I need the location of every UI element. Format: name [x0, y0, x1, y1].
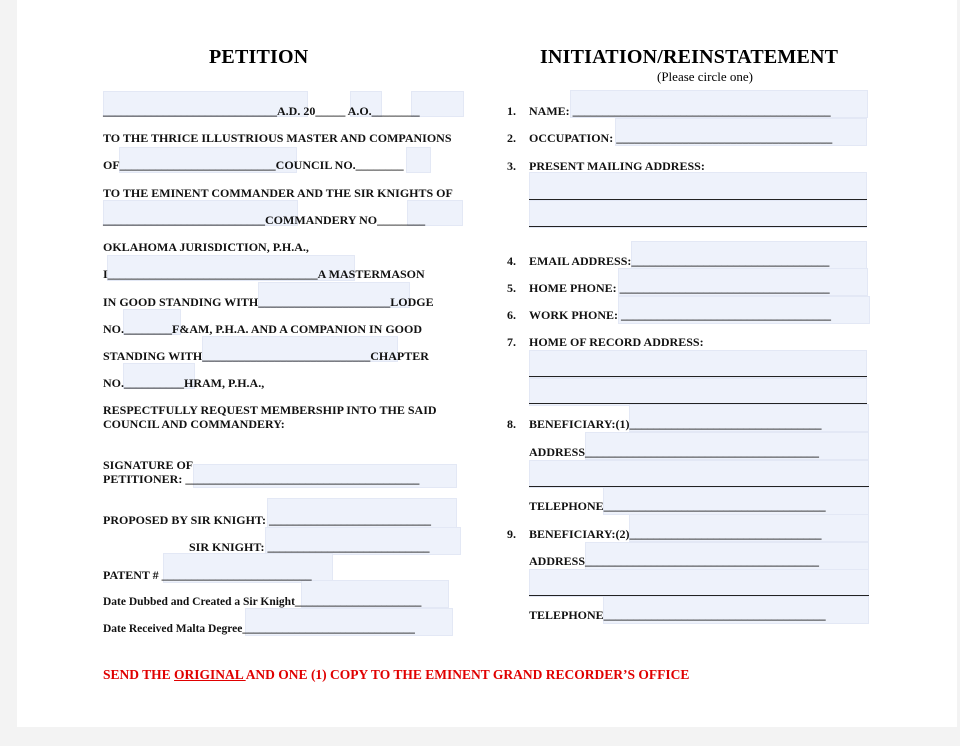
home-of-record-label: HOME OF RECORD ADDRESS: [529, 335, 704, 349]
item-5-num: 5. [507, 281, 516, 295]
request-line-1: RESPECTFULLY REQUEST MEMBERSHIP INTO THE SAID [103, 403, 437, 417]
occupation-line: OCCUPATION: ____________________________________ [529, 131, 833, 145]
council-line: OF__________________________COUNCIL NO.________ [103, 158, 404, 172]
petition-title: PETITION [209, 46, 309, 68]
mailing-address-field-2[interactable] [529, 200, 867, 228]
commandery-line: ___________________________COMMANDERY NO________ [103, 213, 426, 227]
initiation-subtitle: (Please circle one) [657, 69, 754, 84]
lodge-line: IN GOOD STANDING WITH______________________LODGE [103, 295, 434, 309]
patent-line: PATENT # _________________________ [103, 568, 312, 582]
petitioner-line: I___________________________________A MASTERMASON [103, 267, 425, 281]
council-salutation: TO THE THRICE ILLUSTRIOUS MASTER AND COMPANIONS [103, 131, 452, 145]
work-phone-line: WORK PHONE: ___________________________________ [529, 308, 831, 322]
item-8-num: 8. [507, 417, 516, 431]
jurisdiction-line: OKLAHOMA JURISDICTION, P.H.A., [103, 240, 309, 254]
signature-label-2: PETITIONER: _______________________________________ [103, 472, 420, 486]
home-phone-line: HOME PHONE: ___________________________________ [529, 281, 830, 295]
chapter-line: STANDING WITH____________________________CHAPTER [103, 349, 429, 363]
lodge-no-line: NO.________F&AM, P.H.A. AND A COMPANION IN GOOD [103, 322, 422, 336]
chapter-no-line: NO.__________HRAM, P.H.A., [103, 376, 265, 390]
beneficiary-1-telephone-line: TELEPHONE_____________________________________ [529, 499, 826, 513]
request-line-2: COUNCIL AND COMMANDERY: [103, 417, 285, 431]
beneficiary-1-address-field-2[interactable] [529, 460, 869, 488]
commandery-salutation: TO THE EMINENT COMMANDER AND THE SIR KNIGHTS OF [103, 186, 453, 200]
beneficiary-2-address-line: ADDRESS_______________________________________ [529, 554, 820, 568]
item-9-num: 9. [507, 527, 516, 541]
mailing-address-rule-1 [529, 199, 867, 200]
date-malta-line: Date Received Malta Degree______________________________ [103, 623, 415, 635]
footer-pre: SEND THE [103, 667, 175, 682]
proposed-by-line: PROPOSED BY SIR KNIGHT: ___________________________ [103, 513, 432, 527]
home-of-record-field-1[interactable] [529, 350, 867, 378]
form-page [17, 0, 957, 727]
second-sir-knight-line: SIR KNIGHT: ___________________________ [189, 540, 430, 554]
initiation-title: INITIATION/REINSTATEMENT [540, 46, 839, 68]
mailing-address-field-1[interactable] [529, 172, 867, 200]
beneficiary-1-line: BENEFICIARY:(1)________________________________ [529, 417, 822, 431]
item-3-num: 3. [507, 159, 516, 173]
email-line: EMAIL ADDRESS:_________________________________ [529, 254, 830, 268]
beneficiary-1-address-line: ADDRESS_______________________________________ [529, 445, 820, 459]
name-line: NAME: ___________________________________________ [529, 104, 831, 118]
beneficiary-2-address-field-2[interactable] [529, 569, 869, 597]
beneficiary-2-line: BENEFICIARY:(2)________________________________ [529, 527, 822, 541]
item-4-num: 4. [507, 254, 516, 268]
mailing-address-rule-2 [529, 226, 867, 227]
signature-label-1: SIGNATURE OF [103, 458, 194, 472]
footer-post: AND ONE (1) COPY TO THE EMINENT GRAND RECORDER’S OFFICE [245, 667, 690, 682]
council-no-field[interactable] [406, 147, 431, 173]
item-2-num: 2. [507, 131, 516, 145]
footer-instruction [103, 668, 689, 682]
home-of-record-rule-1 [529, 376, 867, 377]
home-of-record-field-2[interactable] [529, 378, 867, 406]
home-of-record-rule-2 [529, 403, 867, 404]
date-dubbed-line: Date Dubbed and Created a Sir Knight______________________ [103, 596, 422, 608]
item-6-num: 6. [507, 308, 516, 322]
beneficiary-1-address-rule [529, 486, 869, 487]
item-7-num: 7. [507, 335, 516, 349]
footer-original: ORIGINAL [174, 667, 246, 682]
date-line: _____________________________A.D. 20_____ A.O.________ [103, 104, 420, 118]
beneficiary-2-address-rule [529, 595, 869, 596]
item-1-num: 1. [507, 104, 516, 118]
mailing-address-label: PRESENT MAILING ADDRESS: [529, 159, 705, 173]
beneficiary-2-telephone-line: TELEPHONE_____________________________________ [529, 608, 826, 622]
